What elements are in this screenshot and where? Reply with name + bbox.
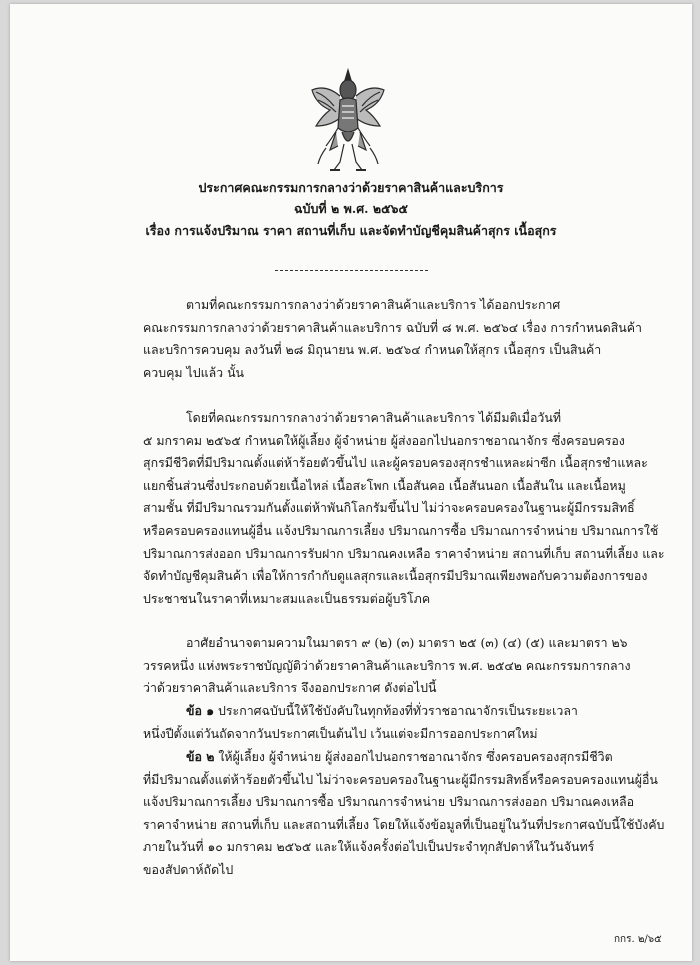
announcement-subject: เรื่อง การแจ้งปริมาณ ราคา สถานที่เก็บ และจัดทำบัญชีคุมสินค้าสุกร เนื้อสุกร <box>145 223 557 238</box>
paragraph-1 <box>143 294 683 384</box>
paragraph-line: ควบคุม ไปแล้ว นั้น <box>143 364 245 380</box>
clause-2 <box>143 746 683 882</box>
announcement-title: ประกาศคณะกรรมการกลางว่าด้วยราคาสินค้าและบริการ <box>198 180 504 195</box>
clause-2-text: ให้ผู้เลี้ยง ผู้จำหน่าย ผู้ส่งออกไปนอกราชอาณาจักร ซึ่งครอบครองสุกรมีชีวิต <box>214 749 613 764</box>
paragraph-line: ประชาชนในราคาที่เหมาะสมและเป็นธรรมต่อผู้บริโภค <box>143 590 431 606</box>
paragraph-line: ราคาจำหน่าย สถานที่เก็บ และสถานที่เลี้ยง โดยให้แจ้งข้อมูลที่เป็นอยู่ในวันที่ประกาศฉบับนี้ใช้บังคับ <box>143 816 665 832</box>
clause-1-text: ประกาศฉบับนี้ให้ใช้บังคับในทุกท้องที่ทั่วราชอาณาจักรเป็นระยะเวลา <box>214 703 578 718</box>
paragraph-3 <box>143 632 683 700</box>
paragraph-line: ๕ มกราคม ๒๕๖๕ กำหนดให้ผู้เลี้ยง ผู้จำหน่าย ผู้ส่งออกไปนอกราชอาณาจักร ซึ่งครอบครอง <box>143 432 625 448</box>
header-divider <box>275 270 428 271</box>
paragraph-line: ว่าด้วยราคาสินค้าและบริการ จึงออกประกาศ ดังต่อไปนี้ <box>143 680 437 696</box>
paragraph-line: แยกชิ้นส่วนซึ่งประกอบด้วยเนื้อไหล่ เนื้อสะโพก เนื้อสันคอ เนื้อสันนอก เนื้อสันใน และเนื้อหมู <box>143 477 626 493</box>
paragraph-2 <box>143 407 683 610</box>
garuda-emblem-icon <box>306 66 390 176</box>
paragraph-line: แจ้งปริมาณการเลี้ยง ปริมาณการซื้อ ปริมาณการจำหน่าย ปริมาณการส่งออก ปริมาณคงเหลือ <box>143 794 635 810</box>
document-page <box>10 4 692 961</box>
paragraph-line: ภายในวันที่ ๑๐ มกราคม ๒๕๖๕ และให้แจ้งครั้งต่อไปเป็นประจำทุกสัปดาห์ในวันจันทร์ <box>143 839 595 855</box>
paragraph-line <box>143 746 683 769</box>
paragraph-line: ปริมาณการส่งออก ปริมาณการรับฝาก ปริมาณคงเหลือ ราคาจำหน่าย สถานที่เก็บ สถานที่เลี้ยง และ <box>143 545 665 561</box>
paragraph-line: ของสัปดาห์ถัดไป <box>143 861 234 877</box>
paragraph-line: โดยที่คณะกรรมการกลางว่าด้วยราคาสินค้าและบริการ ได้มีมติเมื่อวันที่ <box>186 410 561 425</box>
paragraph-line: และบริการควบคุม ลงวันที่ ๒๘ มิถุนายน พ.ศ. ๒๕๖๔ กำหนดให้สุกร เนื้อสุกร เป็นสินค้า <box>143 342 602 358</box>
paragraph-line: หรือครอบครองแทนผู้อื่น แจ้งปริมาณการเลี้ยง ปริมาณการซื้อ ปริมาณการจำหน่าย ปริมาณการใช้ <box>143 522 659 538</box>
paragraph-line: ตามที่คณะกรรมการกลางว่าด้วยราคาสินค้าและบริการ ได้ออกประกาศ <box>186 297 561 312</box>
paragraph-line: วรรคหนึ่ง แห่งพระราชบัญญัติว่าด้วยราคาสินค้าและบริการ พ.ศ. ๒๕๔๒ คณะกรรมการกลาง <box>143 657 631 673</box>
clause-2-label: ข้อ ๒ <box>186 749 215 764</box>
paragraph-line: จัดทำบัญชีคุมสินค้า เพื่อให้การกำกับดูแลสุกรและเนื้อสุกรมีปริมาณเพียงพอกับความต้องการของ <box>143 568 648 584</box>
clause-1 <box>143 700 683 745</box>
clause-1-label: ข้อ ๑ <box>186 703 215 718</box>
paragraph-line: สุกรมีชีวิตที่มีปริมาณตั้งแต่ห้าร้อยตัวขึ้นไป และผู้ครอบครองสุกรชำแหละผ่าซีก เนื้อสุกรชำแหละ <box>143 455 648 471</box>
paragraph-line: คณะกรรมการกลางว่าด้วยราคาสินค้าและบริการ ฉบับที่ ๘ พ.ศ. ๒๕๖๔ เรื่อง การกำหนดสินค้า <box>143 319 642 335</box>
announcement-number: ฉบับที่ ๒ พ.ศ. ๒๕๖๕ <box>294 201 408 216</box>
paragraph-line: หนึ่งปีตั้งแต่วันถัดจากวันประกาศเป็นต้นไป เว้นแต่จะมีการออกประกาศใหม่ <box>143 725 538 741</box>
paragraph-line: ที่มีปริมาณตั้งแต่ห้าร้อยตัวขึ้นไป ไม่ว่าจะครอบครองในฐานะผู้มีกรรมสิทธิ์หรือครอบครองแทนผู้อื่น <box>143 771 658 787</box>
paragraph-line <box>143 700 683 723</box>
paragraph-line: อาศัยอำนาจตามความในมาตรา ๙ (๒) (๓) มาตรา ๒๕ (๓) (๔) (๕) และมาตรา ๒๖ <box>186 635 628 650</box>
document-code: กกร. ๒/๖๕ <box>614 934 662 945</box>
paragraph-line: สามชั้น ที่มีปริมาณรวมกันตั้งแต่ห้าพันกิโลกรัมขึ้นไป ไม่ว่าจะครอบครองในฐานะผู้มีกรรมสิทธิ์ <box>143 500 635 516</box>
